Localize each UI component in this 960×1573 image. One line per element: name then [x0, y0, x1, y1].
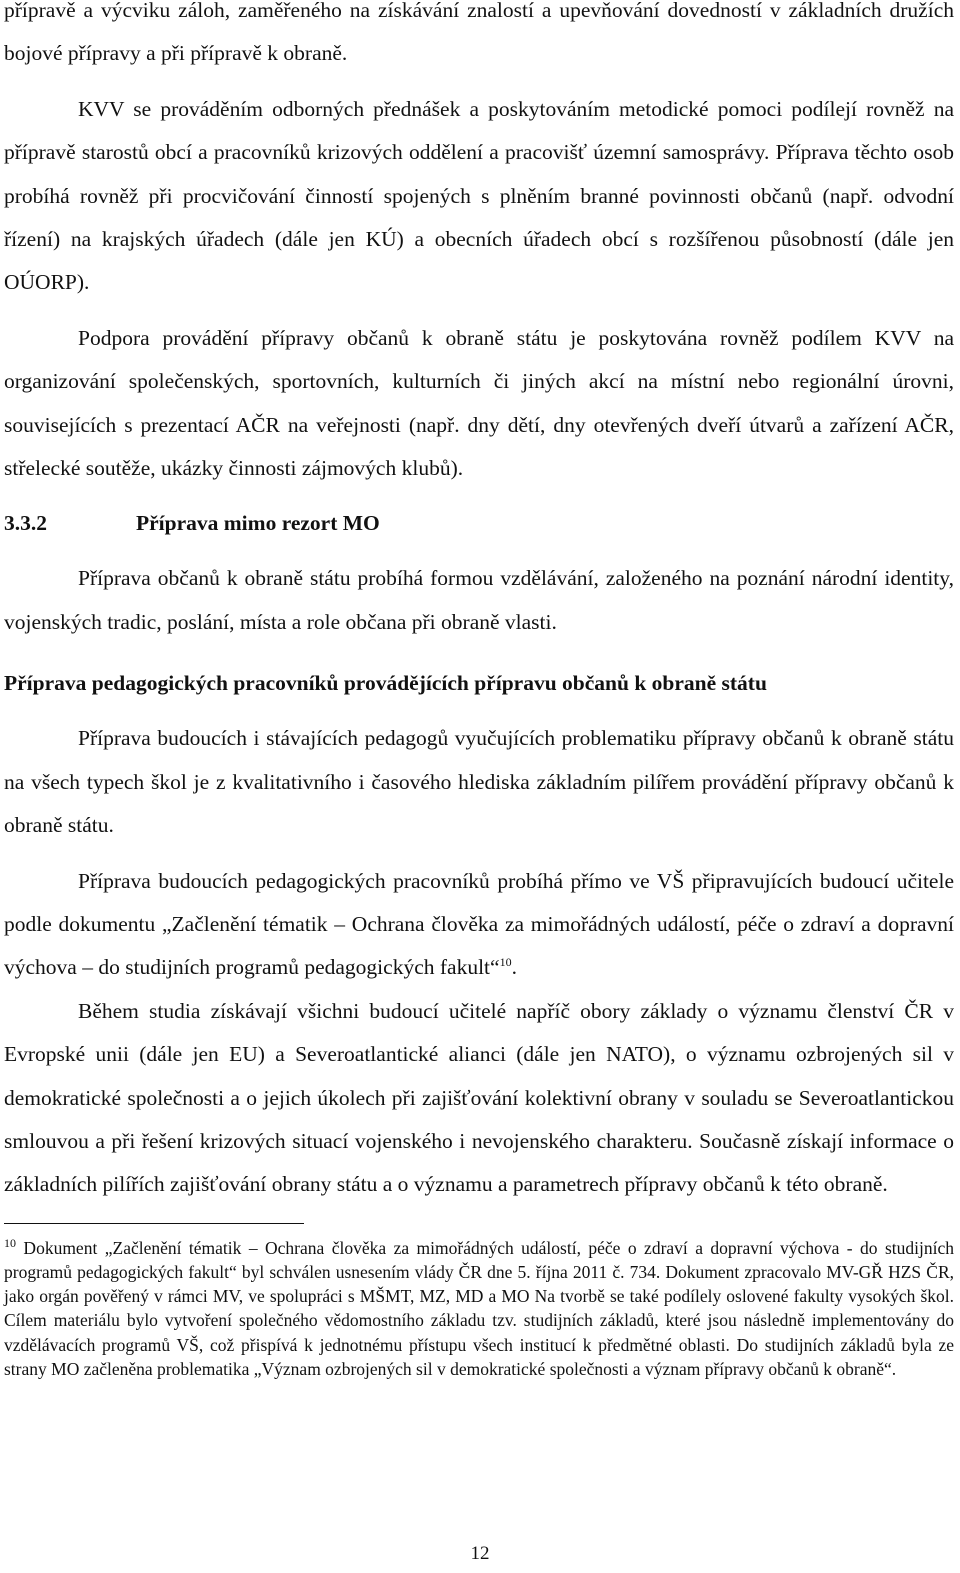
paragraph-university-text: Příprava budoucích pedagogických pracovníků probíhá přímo ve VŠ připravujících budoucí učitele podle dokumentu „Začlenění tématik – Ochrana člověka za mimořádných událostí, péče o zdraví a dopravní výchova – do studijních programů pedagogických fakult“ [4, 868, 954, 980]
paragraph-support: Podpora provádění přípravy občanů k obraně státu je poskytována rovněž podílem KVV na organizování společenských, sportovních, kulturních či jiných akcí na místní nebo regionální úrovni, souvisejících s prezentací AČR na veřejnosti (např. dny dětí, dny otevřených dveří útvarů a zařízení AČR, střelecké soutěže, ukázky činnosti zájmových klubů). [4, 325, 954, 481]
footnote-reference[interactable]: 10 [499, 955, 512, 970]
page-number: 12 [470, 1543, 490, 1564]
paragraph-kvv-lectures: KVV se prováděním odborných přednášek a poskytováním metodické pomoci podílejí rovněž na přípravě starostů obcí a pracovníků krizových oddělení a pracovišť územní samosprávy. Příprava těchto osob probíhá rovněž při procvičování činností spojených s plněním branné povinnosti občanů (např. odvodní řízení) na krajských úřadech (dále jen KÚ) a obecních úřadech obcí s rozšířenou působností (dále jen OÚORP). [4, 96, 954, 295]
paragraph-university [4, 860, 954, 990]
section-number: 3.3.2 [4, 511, 47, 536]
paragraph-teachers: Příprava budoucích i stávajících pedagogů vyučujících problematiku přípravy občanů k obraně státu na všech typech škol je z kvalitativního i časového hlediska základním pilířem provádění přípravy občanů k obraně státu. [4, 726, 954, 838]
footnote-marker: 10 [4, 1235, 16, 1250]
spacer [4, 545, 954, 557]
spacer [4, 305, 954, 317]
spacer [4, 848, 954, 860]
spacer [4, 76, 954, 88]
paragraph-continuation: přípravě a výcviku záloh, zaměřeného na získávání znalostí a upevňování dovedností v základních družích bojové přípravy a při přípravě k obraně. [4, 0, 954, 66]
subheading-teachers: Příprava pedagogických pracovníků provádějících přípravu občanů k obraně státu [4, 671, 767, 696]
spacer [4, 644, 954, 662]
section-title: Příprava mimo rezort MO [136, 511, 380, 536]
paragraph-outside-mo: Příprava občanů k obraně státu probíhá formou vzdělávání, založeného na poznání národní identity, vojenských tradic, poslání, místa a role občana při obraně vlasti. [4, 566, 954, 634]
spacer [4, 490, 954, 502]
spacer [4, 1207, 954, 1219]
paragraph-university-end: . [511, 955, 517, 980]
spacer [4, 705, 954, 717]
footnote-text: Dokument „Začlenění tématik – Ochrana člověka za mimořádných událostí, péče o zdraví a dopravní výchova - do studijních programů pedagogických fakult“ byl schválen usnesením vlády ČR dne 5. října 2011 č. 734. Dokument zpracovalo MV-GŘ HZS ČR, jako orgán pověřený v rámci MV, ve spolupráci s MŠMT, MZ, MD a MO Na tvorbě se také podílely oslovené fakulty vysokých škol. Cílem materiálu bylo vytvoření společného vědomostního základu tzv. studijních základů, které jsou následně implementovány do vzdělávacích programů VŠ, což přispívá k jednotnému přístupu všech institucí k předmětné oblasti. Do studijních základů byla ze strany MO začleněna problematika „Význam ozbrojených sil v demokratické společnosti a význam přípravy občanů k obraně“. [4, 1237, 954, 1379]
section-heading [4, 502, 954, 545]
footnote-separator [4, 1223, 304, 1224]
document-page [4, 0, 954, 1381]
footnote [4, 1236, 954, 1381]
paragraph-study: Během studia získávají všichni budoucí učitelé napříč obory základy o významu členství ČR v Evropské unii (dále jen EU) a Severoatlantické alianci (dále jen NATO), o významu ozbrojených sil v demokratické společnosti a o jejich úkolech při zajišťování kolektivní obrany v souladu se Severoatlantickou smlouvou a při řešení krizových situací vojenského i nevojenského charakteru. Současně získají informace o základních pilířích zajišťování obrany státu a o významu a parametrech přípravy občanů k této obraně. [4, 998, 954, 1197]
